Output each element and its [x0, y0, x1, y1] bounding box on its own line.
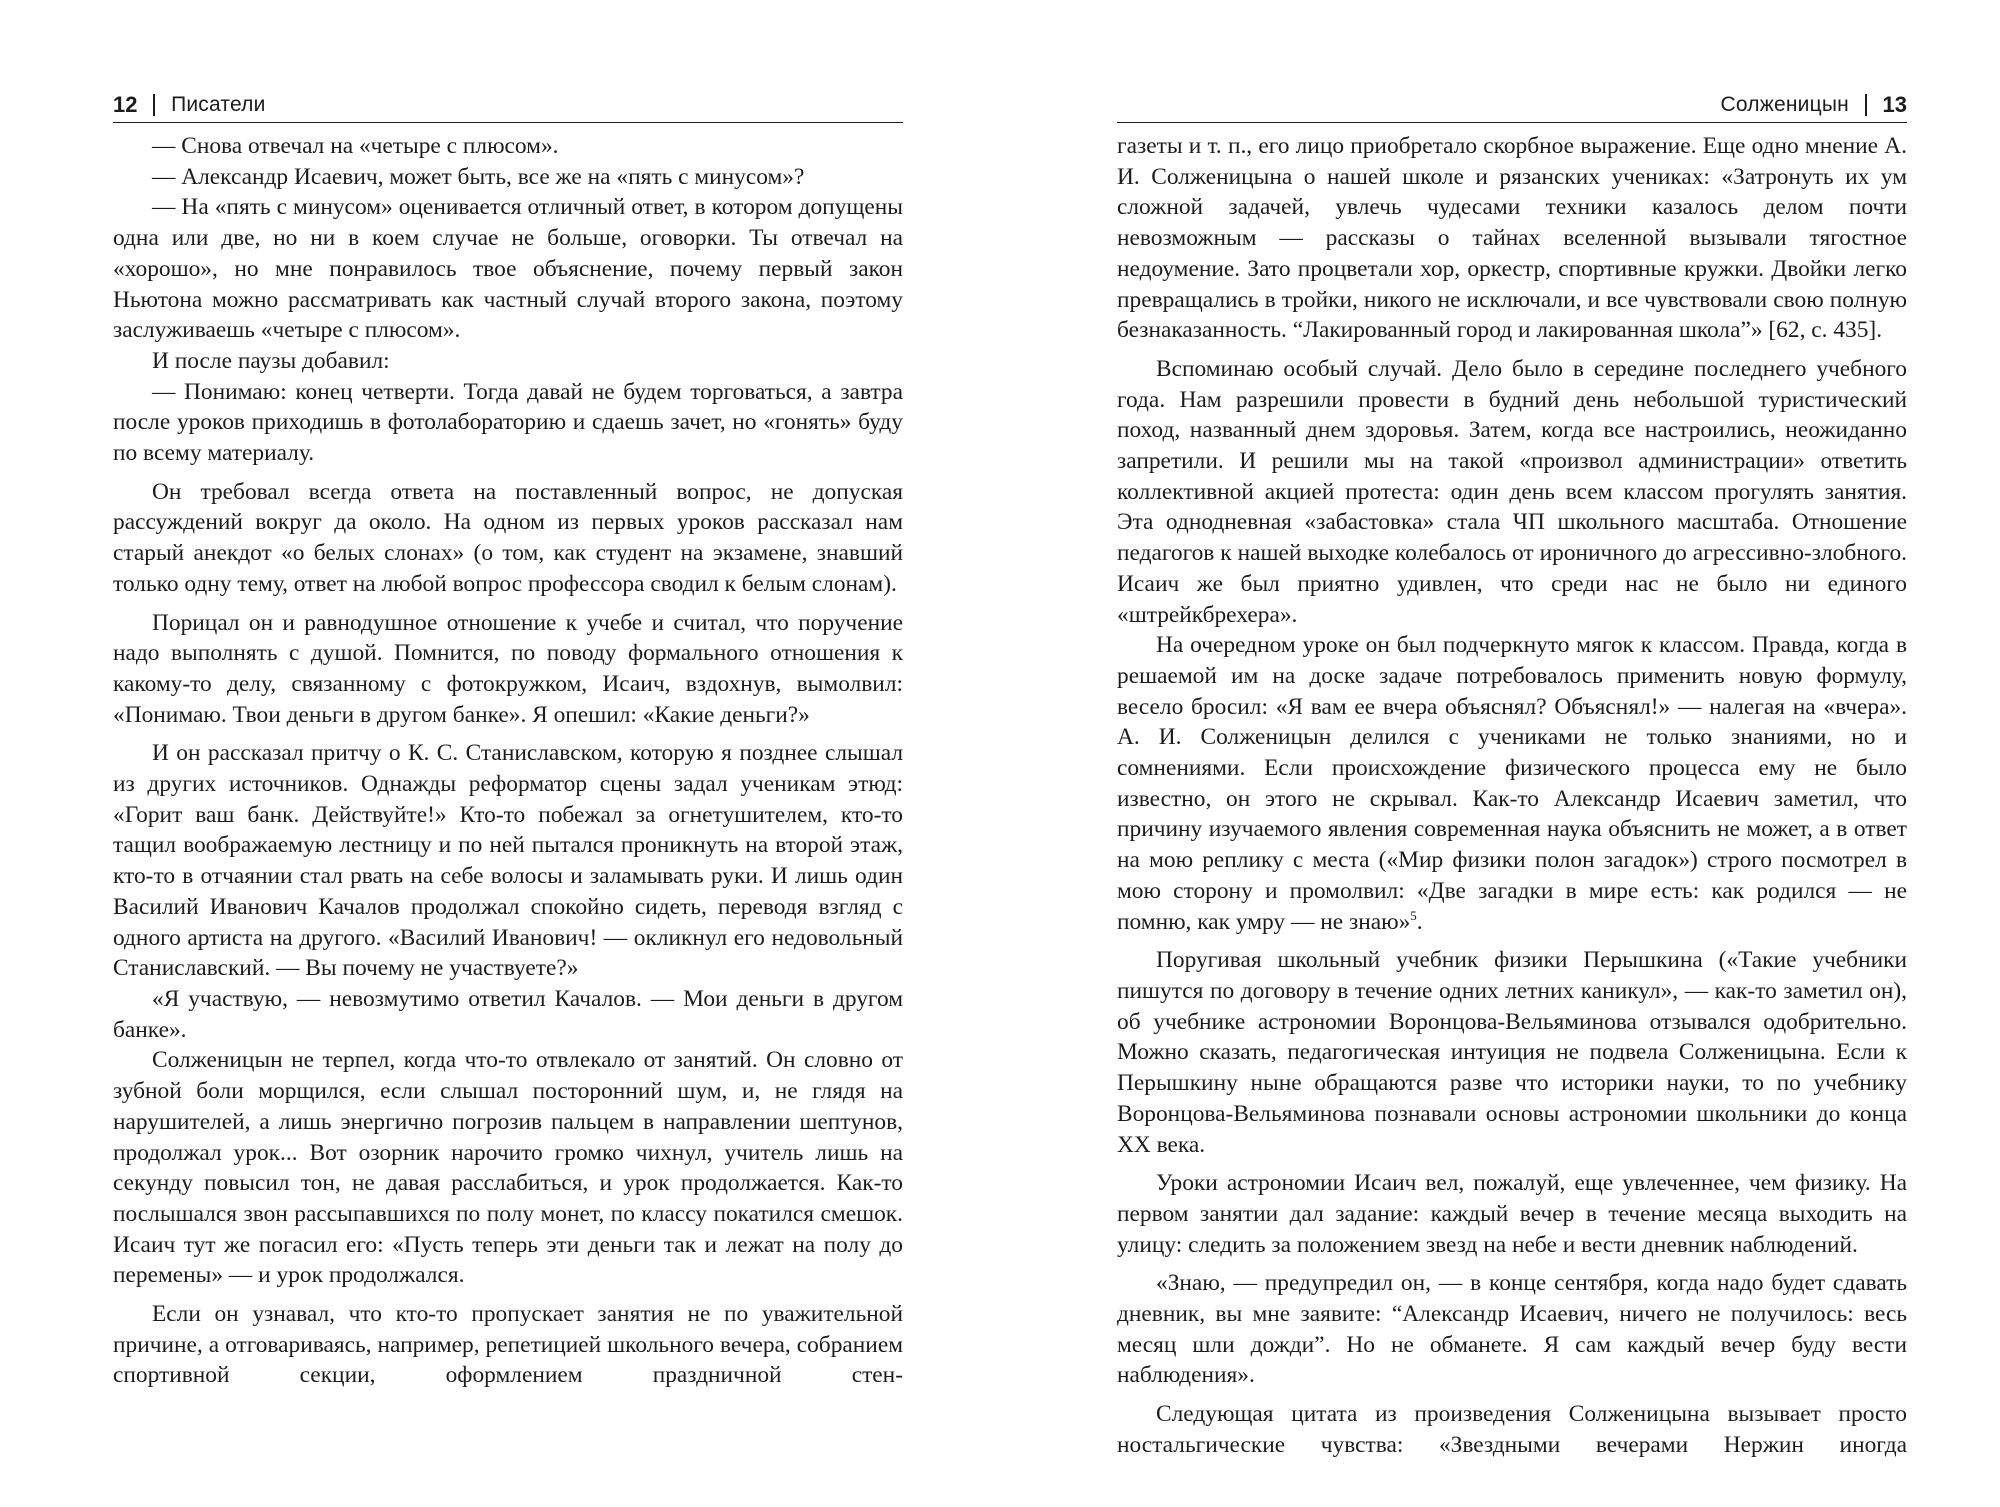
paragraph: И после паузы добавил:	[152, 347, 390, 374]
paragraph: На очередном уроке он был подчеркнуто мягок к классом. Правда, когда в решаемой им на доске задаче потребовалось применить новую формулу, весело бросил: «Я вам ее вчера объяснял? Объяснял!» — налегая на «вчера». А. И. Солженицын делился с учениками не только знаниями, но и сомнениями. Если происхождение физического процесса ему не было известно, он этого не скрывал. Как-то Александр Исаевич заметил, что причину изучаемого явления современная наука объяснить не может, а в ответ на мою реплику с места («Мир физики полон загадок») строго посмотрел в мою сторону и промолвил: «Две загадки в мире есть: как родился — не помню, как умру — не знаю»$^5$.	[1117, 632, 1907, 935]
paragraph: Вспоминаю особый случай. Дело было в середине последнего учебного года. Нам разрешили провести в будний день небольшой туристический поход, названный днем здоровья. Затем, когда все настроились, неожиданно запретили. И решили мы на такой «произвол администрации» ответить коллективной акцией протеста: один день всем классом прогулять занятия. Эта однодневная «забастовка» стала ЧП школьного масштаба. Отношение педагогов к нашей выходке колебалось от ироничного до агрессивно-злобного. Исаич же был приятно удивлен, что среди нас не было ни единого «штрейкбрехера».	[1117, 355, 1907, 628]
paragraph: — Снова отвечал на «четыре с плюсом».	[152, 133, 559, 159]
footnote-mark: 5	[1410, 907, 1417, 923]
header-divider	[153, 94, 155, 116]
paragraph: Порицал он и равнодушное отношение к учебе и считал, что поручение надо выполнять с душой. Помнится, по поводу формального отношения к какому-то делу, связанному с фотокружком, Исаич, вздохнув, вымолвил: «Понимаю. Твои деньги в другом банке». Я опешил: «Какие деньги?»	[113, 609, 903, 728]
left-running-title: Писатели	[171, 93, 266, 116]
paragraph: И он рассказал притчу о К. С. Станиславском, которую я позднее слышал из других источников. Однажды реформатор сцены задал ученикам этюд: «Горит ваш банк. Действуйте!» Кто-то побежал за огнетушителем, кто-то тащил воображаемую лестницу и по ней пытался проникнуть на второй этаж, кто-то в отчаянии стал рвать на себе волосы и заламывать руки. И лишь один Василий Иванович Качалов продолжал спокойно сидеть, переводя взгляд с одного артиста на другого. «Василий Иванович! — окликнул его недовольный Станиславский. — Вы почему не участвуете?»	[113, 740, 903, 982]
paragraph: Уроки астрономии Исаич вел, пожалуй, еще увлеченнее, чем физику. На первом занятии дал задание: каждый вечер в течение месяца выходить на улицу: следить за положением звезд на небе и вести дневник наблюдений.	[1117, 1170, 1907, 1258]
paragraph: Если он узнавал, что кто-то пропускает занятия не по уважительной причине, а отговариваясь, например, репетицией школьного вечера, собранием спортивной секции, оформлением праздничной стен-	[113, 1301, 903, 1389]
paragraph: — Александр Исаевич, может быть, все же на «пять с минусом»?	[152, 163, 805, 190]
left-running-header	[113, 88, 903, 123]
paragraph: Солженицын не терпел, когда что-то отвлекало от занятий. Он словно от зубной боли морщился, если слышал посторонний шум, и, не глядя на нарушителей, а лишь энергично погрозив пальцем в направлении шептунов, продолжал урок... Вот озорник нарочито громко чихнул, учитель лишь на секунду повысил тон, не давая расслабиться, и урок продолжается. Как-то послышался звон рассыпавшихся по полу монет, по классу покатился смешок. Исаич тут же погасил его: «Пусть теперь эти деньги так и лежат на полу до перемены» — и урок продолжался.	[113, 1047, 903, 1289]
paragraph: Он требовал всегда ответа на поставленный вопрос, не допуская рассуждений вокруг да около. На одном из первых уроков рассказал нам старый анекдот «о белых слонах» (о том, как студент на экзамене, знавший только одну тему, ответ на любой вопрос профессора сводил к белым слонам).	[113, 478, 903, 597]
header-divider	[1865, 94, 1867, 116]
paragraph: «Я участвую, — невозмутимо ответил Качалов. — Мои деньги в другом банке».	[113, 985, 903, 1043]
right-running-header	[1117, 88, 1907, 123]
right-page-number: 13	[1882, 92, 1907, 117]
paragraph: Поругивая школьный учебник физики Перышкина («Такие учебники пишутся по договору в течение одних летних каникул», — как-то заметил он), об учебнике астрономии Воронцова-Вельяминова отзывался одобрительно. Можно сказать, педагогическая интуиция не подвела Солженицына. Если к Перышкину ныне обращаются разве что историки науки, то по учебнику Воронцова-Вельяминова познавали основы астрономии школьники до конца XX века.	[1117, 947, 1907, 1158]
right-running-title: Солженицын	[1720, 93, 1849, 116]
paragraph: Следующая цитата из произведения Солженицына вызывает просто ностальгические чувства: «Звездными вечерами Нержин иногда	[1117, 1401, 1907, 1458]
paragraph: газеты и т. п., его лицо приобретало скорбное выражение. Еще одно мнение А. И. Солженицына о нашей школе и рязанских учениках: «Затронуть их ум сложной задачей, увлечь чудесами техники казалось делом почти невозможным — рассказы о тайнах вселенной вызывали тягостное недоумение. Зато процветали хор, оркестр, спортивные кружки. Двойки легко превращались в тройки, никого не исключали, и все чувствовали свою полную безнаказанность. “Лакированный город и лакированная школа”» [62, с. 435].	[1117, 133, 1907, 344]
left-page-text	[113, 131, 903, 1391]
left-page-number: 12	[113, 92, 138, 117]
paragraph-text: На очередном уроке он был подчеркнуто мягок к классом. Правда, когда в решаемой им на доске задаче потребовалось применить новую формулу, весело бросил: «Я вам ее вчера объяснял? Объяснял!» — налегая на «вчера». А. И. Солженицын делился с учениками не только знаниями, но и сомнениями. Если происхождение физического процесса ему не было известно, он этого не скрывал. Как-то Александр Исаевич заметил, что причину изучаемого явления современная наука объяснить не может, а в ответ на мою реплику с места («Мир физики полон загадок») строго посмотрел в мою сторону и промолвил: «Две загадки в мире есть: как родился — не помню, как умру — не знаю»	[1117, 632, 1907, 935]
right-page-text	[1117, 131, 1907, 1461]
paragraph: «Знаю, — предупредил он, — в конце сентября, когда надо будет сдавать дневник, вы мне заявите: “Александр Исаевич, ничего не получилось: весь месяц шли дожди”. Но не обманете. Я сам каждый вечер буду вести наблюдения».	[1117, 1270, 1907, 1389]
paragraph: — Понимаю: конец четверти. Тогда давай не будем торговаться, а завтра после уроков приходишь в фотолабораторию и сдаешь зачет, но «гонять» буду по всему материалу.	[113, 378, 903, 467]
paragraph: — На «пять с минусом» оценивается отличный ответ, в котором допущены одна или две, но ни в коем случае не больше, оговорки. Ты отвечал на «хорошо», но мне понравилось твое объяснение, почему первый закон Ньютона можно рассматривать как частный случай второго закона, поэтому заслуживаешь «четыре с плюсом».	[113, 194, 903, 344]
